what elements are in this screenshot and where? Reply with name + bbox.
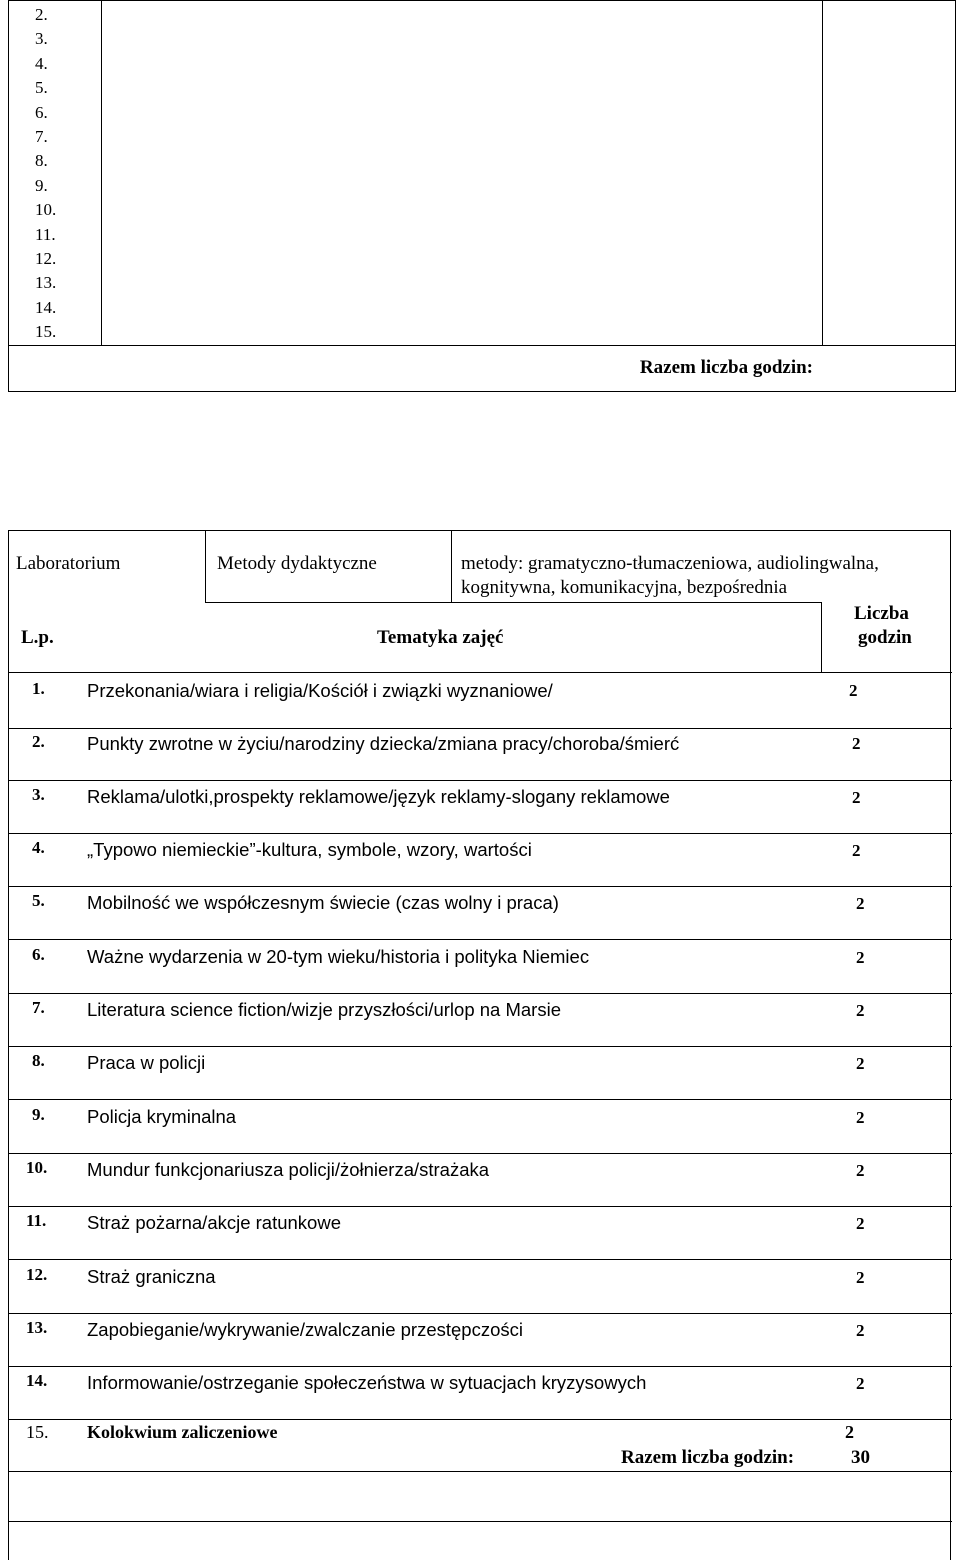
row-topic: Policja kryminalna <box>87 1106 237 1127</box>
row-topic: Straż pożarna/akcje ratunkowe <box>87 1212 341 1233</box>
row-number: 9. <box>32 1105 45 1124</box>
row-number: 14. <box>26 1371 48 1390</box>
list-number: 4. <box>35 53 48 73</box>
row-hours: 2 <box>852 734 861 753</box>
row-hours: 2 <box>845 1422 854 1442</box>
list-number: 9. <box>35 175 48 195</box>
row-hours: 2 <box>856 1001 865 1020</box>
row-number: 7. <box>32 998 45 1017</box>
row-topic: Mobilność we współczesnym świecie (czas wolny i praca) <box>87 892 559 913</box>
row-topic: Informowanie/ostrzeganie społeczeństwa w sytuacjach kryzysowych <box>87 1372 647 1393</box>
row-topic: Reklama/ulotki,prospekty reklamowe/język reklamy-slogany reklamowe <box>87 786 670 807</box>
row-topic: „Typowo niemieckie”-kultura, symbole, wzory, wartości <box>87 839 532 860</box>
row-number: 10. <box>26 1158 48 1177</box>
top-table-total-row <box>9 345 956 391</box>
hours-header-line1: Liczba <box>854 603 909 624</box>
row-number: 3. <box>32 785 45 804</box>
row-topic: Praca w policji <box>87 1052 206 1073</box>
row-hours: 2 <box>856 1321 865 1340</box>
row-hours: 2 <box>856 1214 865 1233</box>
lp-header: L.p. <box>21 627 54 648</box>
lab-total-label: Razem liczba godzin: <box>621 1447 795 1468</box>
top-table-total-label: Razem liczba godzin: <box>9 345 956 391</box>
row-number: 6. <box>32 945 45 964</box>
row-number: 5. <box>32 891 45 910</box>
list-number: 8. <box>35 151 48 171</box>
row-topic: Punkty zwrotne w życiu/narodziny dziecka/zmiana pracy/choroba/śmierć <box>87 733 680 754</box>
row-number: 11. <box>26 1211 47 1230</box>
list-number: 5. <box>35 78 48 98</box>
list-number: 2. <box>35 5 48 24</box>
top-table-hours-cell <box>822 1 955 346</box>
row-number: 2. <box>32 732 45 751</box>
row-topic: Mundur funkcjonariusza policji/żołnierza/strażaka <box>87 1159 490 1180</box>
lab-total-value: 30 <box>851 1447 870 1468</box>
row-hours: 2 <box>856 1268 865 1287</box>
row-hours: 2 <box>856 1108 865 1127</box>
row-hours: 2 <box>856 1161 865 1180</box>
row-topic: Ważne wydarzenia w 20-tym wieku/historia i polityka Niemiec <box>87 946 590 967</box>
previous-topics-table <box>8 0 956 392</box>
list-number: 11. <box>35 224 56 244</box>
lab-type-label: Laboratorium <box>16 553 121 574</box>
laboratory-table <box>8 530 951 1560</box>
row-number: 15. <box>26 1422 49 1442</box>
list-number: 6. <box>35 102 48 122</box>
topic-header: Tematyka zajęć <box>377 627 504 648</box>
list-number: 7. <box>35 127 48 147</box>
row-number: 4. <box>32 838 45 857</box>
top-table-body-row <box>9 1 956 346</box>
row-hours: 2 <box>856 894 865 913</box>
list-number: 12. <box>35 249 57 269</box>
row-number: 1. <box>32 679 45 698</box>
methods-description-line1: metody: gramatyczno-tłumaczeniowa, audiolingwalna, <box>461 553 879 574</box>
row-hours: 2 <box>856 1374 865 1393</box>
row-topic: Zapobieganie/wykrywanie/zwalczanie przestępczości <box>87 1319 523 1340</box>
row-topic: Kolokwium zaliczeniowe <box>87 1422 278 1442</box>
row-number: 13. <box>26 1318 48 1337</box>
list-number: 15. <box>35 322 57 342</box>
list-number: 3. <box>35 29 48 49</box>
row-topic: Straż graniczna <box>87 1266 216 1287</box>
row-number: 8. <box>32 1051 45 1070</box>
row-number: 12. <box>26 1265 48 1284</box>
row-hours: 2 <box>856 948 865 967</box>
row-topic: Literatura science fiction/wizje przyszłości/urlop na Marsie <box>87 999 561 1020</box>
hours-header-line2: godzin <box>858 627 912 648</box>
methods-description-line2: kognitywna, komunikacyjna, bezpośrednia <box>461 577 788 598</box>
list-number: 13. <box>35 273 57 293</box>
list-number: 10. <box>35 200 57 220</box>
top-table-topics-cell <box>101 1 822 346</box>
top-table-number-list <box>9 1 102 346</box>
methods-label: Metody dydaktyczne <box>217 553 377 574</box>
row-hours: 2 <box>852 841 861 860</box>
list-number: 14. <box>35 297 57 317</box>
row-hours: 2 <box>849 681 858 700</box>
row-hours: 2 <box>852 788 861 807</box>
row-topic: Przekonania/wiara i religia/Kościół i związki wyznaniowe/ <box>87 680 553 701</box>
row-hours: 2 <box>856 1054 865 1073</box>
